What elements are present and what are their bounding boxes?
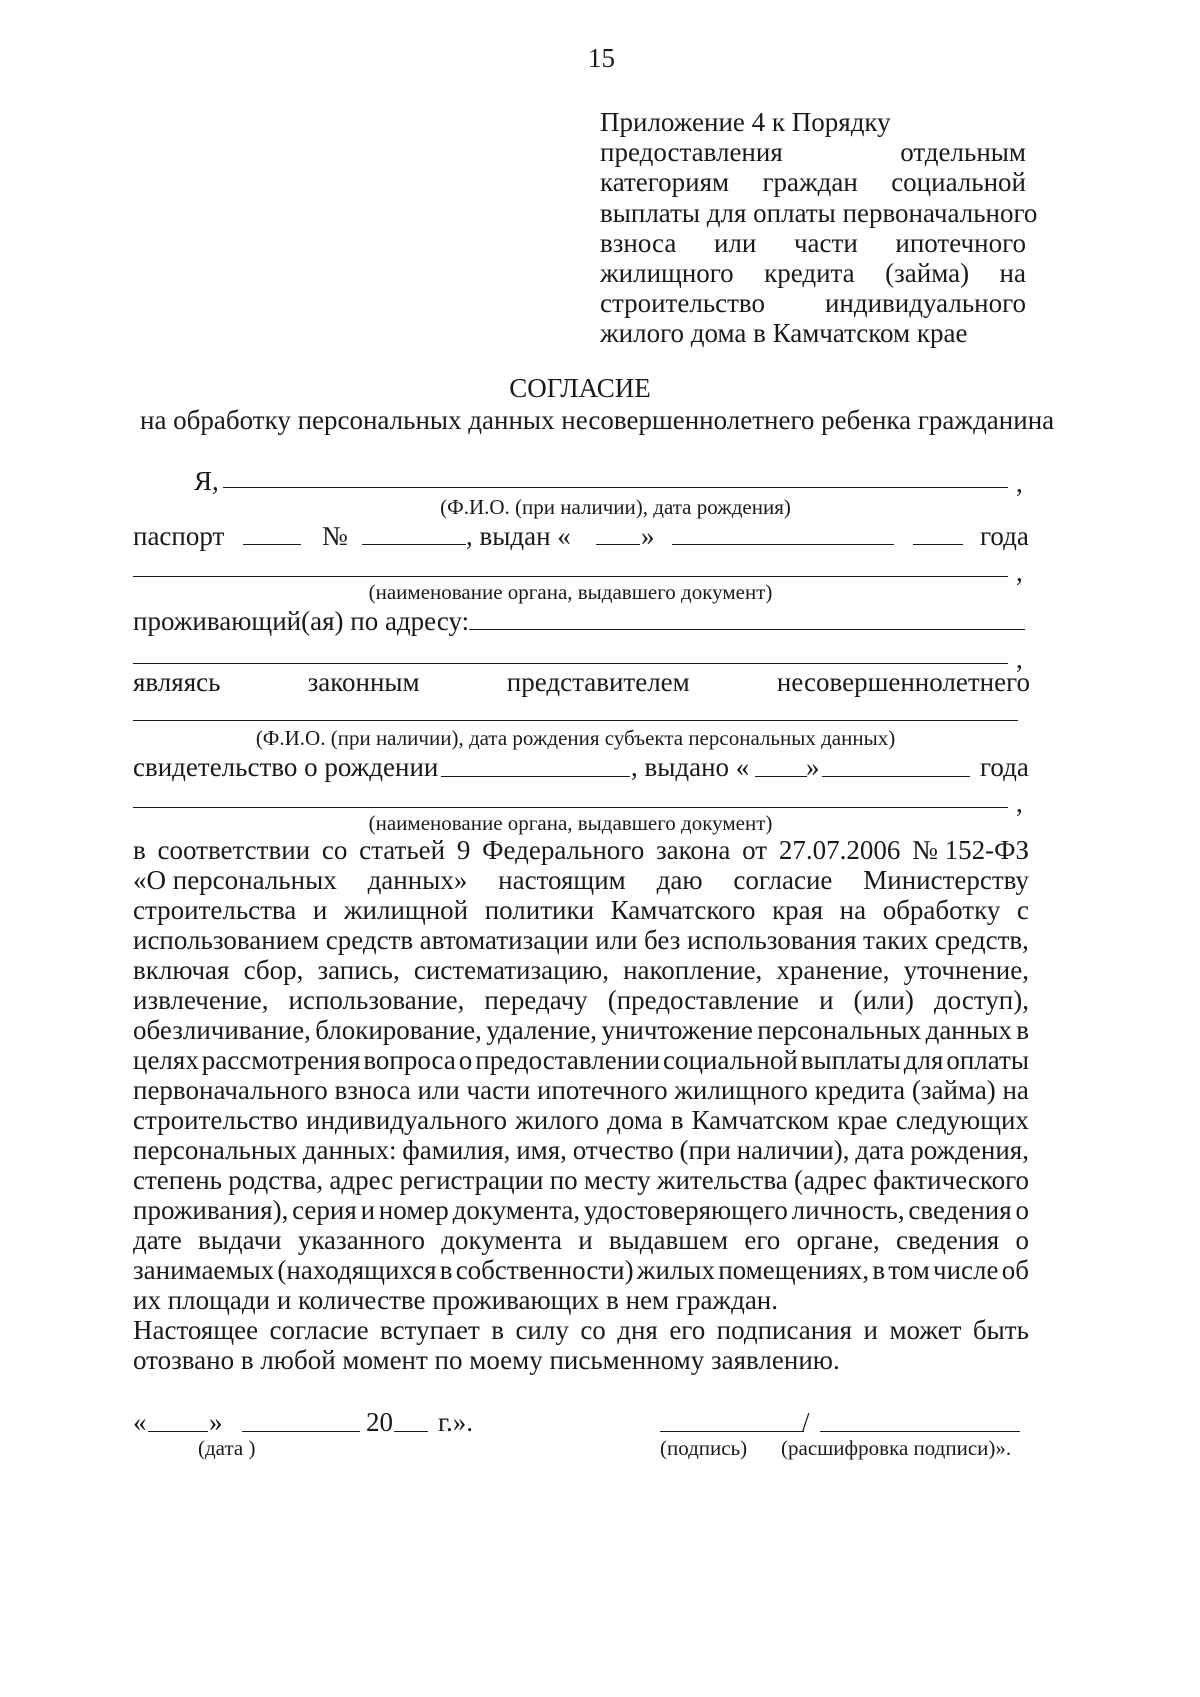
appendix-word: жилого дома в Камчатском крае xyxy=(600,318,968,349)
appendix-word: социальной xyxy=(891,167,1026,198)
body-word: родства, xyxy=(228,1165,324,1195)
body-word: без xyxy=(644,925,681,955)
body-word: рассмотрения xyxy=(201,1045,361,1075)
appendix-word: предоставления xyxy=(600,137,783,168)
ya-label: Я, xyxy=(194,466,219,496)
body-word: со xyxy=(321,835,348,865)
representative-word: представителем xyxy=(506,667,690,697)
comma: , xyxy=(1016,788,1023,818)
body-word: сведения xyxy=(895,1225,1000,1255)
body-word: документа xyxy=(441,1225,562,1255)
body-word: данных» xyxy=(367,865,468,895)
body-word: передачу xyxy=(484,985,588,1015)
body-word: выплаты xyxy=(800,1045,901,1075)
body-word: доступ), xyxy=(933,985,1029,1015)
body-word: выдавшем xyxy=(608,1225,729,1255)
body-word: в xyxy=(491,1315,504,1345)
body-word: использованием xyxy=(133,925,320,955)
body-word: указанного xyxy=(297,1225,425,1255)
body-word: таких xyxy=(863,925,929,955)
body-word: части xyxy=(466,1075,531,1105)
comma: , xyxy=(1016,557,1023,587)
appendix-word: части xyxy=(793,227,858,258)
body-word: строительства xyxy=(133,895,297,925)
body-word: и xyxy=(360,1195,376,1225)
body-word: или xyxy=(595,925,638,955)
year-label: года xyxy=(980,521,1029,551)
body-word: жилищной xyxy=(343,895,469,925)
body-word: (находящихся xyxy=(277,1255,437,1285)
date-open-quote: « xyxy=(133,1407,147,1437)
body-line xyxy=(133,924,1029,956)
representative-word: законным xyxy=(307,667,420,697)
body-word: первоначального xyxy=(133,1075,328,1105)
body-word: № 152-ФЗ xyxy=(912,835,1029,865)
quote-close: » xyxy=(806,752,820,782)
body-word: адрес xyxy=(329,1165,394,1195)
signature-decode-field[interactable] xyxy=(820,1431,1020,1432)
body-word: автоматизации xyxy=(419,925,589,955)
body-word: даю xyxy=(656,865,703,895)
appendix-line xyxy=(600,257,1026,289)
body-word: средств xyxy=(325,925,414,955)
body-word: дате xyxy=(133,1225,182,1255)
appendix-word: отдельным xyxy=(900,137,1026,168)
body-word: жительства xyxy=(656,1165,788,1195)
body-line xyxy=(133,1254,1029,1286)
body-line xyxy=(133,1074,1029,1106)
child-caption: (Ф.И.О. (при наличии), дата рождения субъекта персональных данных) xyxy=(255,726,896,750)
body-word: об xyxy=(1001,1255,1029,1285)
issued2-label: , выдано « xyxy=(631,752,750,782)
body-word: персональных xyxy=(133,1135,297,1165)
body-word: отозвано в любой момент по моему письменному заявлению. xyxy=(133,1345,840,1375)
appendix-line xyxy=(600,197,1038,229)
body-word: и xyxy=(578,1225,593,1255)
appendix-word: категориям xyxy=(600,167,730,198)
body-word: их площади и количестве проживающих в нем граждан. xyxy=(133,1285,779,1315)
appendix-word: ипотечного xyxy=(895,227,1026,258)
body-word: дата xyxy=(855,1135,905,1165)
body-word: личность, xyxy=(791,1195,905,1225)
body-word: дня xyxy=(617,1315,658,1345)
body-word: собственности) xyxy=(455,1255,634,1285)
body-word: и xyxy=(863,1315,878,1345)
body-word: политики xyxy=(484,895,595,925)
body-word: строительство xyxy=(133,1105,298,1135)
comma: , xyxy=(1016,468,1023,498)
body-word: Федерального xyxy=(482,835,645,865)
body-word: на xyxy=(1002,1075,1029,1105)
body-word: накопление, xyxy=(623,955,763,985)
body-word: извлечение, xyxy=(133,985,269,1015)
body-word: его xyxy=(744,1225,781,1255)
appendix-word: выплаты для оплаты первоначального xyxy=(600,197,1038,228)
body-word: в xyxy=(872,1255,886,1285)
address-field-2[interactable] xyxy=(133,663,1008,664)
slash: / xyxy=(802,1407,810,1437)
body-word: (или) xyxy=(853,985,914,1015)
appendix-word: жилищного xyxy=(600,258,734,288)
body-word: закона xyxy=(655,835,731,865)
appendix-word: кредита xyxy=(764,258,855,288)
body-word: для xyxy=(903,1045,944,1075)
body-word: обработку xyxy=(882,895,1001,925)
decode-caption: (расшифровка подписи)». xyxy=(781,1436,1012,1460)
body-word: с xyxy=(1016,895,1029,925)
body-word: Камчатского xyxy=(610,895,756,925)
appendix-word: на xyxy=(999,258,1026,288)
body-line xyxy=(133,1194,1029,1226)
date-year-field[interactable] xyxy=(394,1431,428,1432)
body-line xyxy=(133,1314,1029,1346)
body-word: (при xyxy=(679,1135,731,1165)
appendix-word: взноса xyxy=(600,227,677,258)
year2-label: года xyxy=(980,752,1029,782)
body-line xyxy=(133,954,1029,986)
body-word: номер xyxy=(378,1195,449,1225)
appendix-word: Приложение 4 к Порядку xyxy=(600,107,891,137)
body-word: месту xyxy=(583,1165,651,1195)
body-word: сведения xyxy=(908,1195,1012,1225)
appendix-word: (займа) xyxy=(885,258,970,288)
appendix-word: граждан xyxy=(762,167,858,198)
body-word: быть xyxy=(972,1315,1029,1345)
body-word: имя, xyxy=(516,1135,567,1165)
issue-month-field[interactable] xyxy=(672,544,894,545)
body-word: в xyxy=(439,1255,453,1285)
body-word: или xyxy=(417,1075,460,1105)
residing-label: проживающий(ая) по адресу: xyxy=(133,606,470,636)
child-fio-field[interactable] xyxy=(133,720,1018,721)
body-word: регистрации xyxy=(399,1165,544,1195)
body-word: на xyxy=(839,895,867,925)
body-word: от xyxy=(742,835,768,865)
appendix-word: индивидуального xyxy=(824,288,1026,319)
body-word: кредита xyxy=(814,1075,906,1105)
birth-cert-number-field[interactable] xyxy=(441,776,630,777)
body-word: вопроса xyxy=(363,1045,456,1075)
passport-number-field[interactable] xyxy=(362,544,466,545)
body-line xyxy=(133,1284,1029,1316)
body-word: жилого xyxy=(515,1105,600,1135)
organ-caption-2: (наименование органа, выдавшего документ) xyxy=(368,811,773,835)
body-line xyxy=(133,1164,1029,1196)
body-word: документа, xyxy=(452,1195,581,1225)
body-word: его xyxy=(669,1315,706,1345)
body-word: о xyxy=(1015,1195,1029,1225)
body-word: согласие xyxy=(269,1315,369,1345)
birth-cert-label: свидетельство о рождении xyxy=(133,752,439,782)
body-word: со xyxy=(580,1315,606,1345)
body-word: обезличивание, xyxy=(133,1015,311,1045)
body-word: систематизацию, xyxy=(413,955,609,985)
body-line xyxy=(133,984,1029,1016)
issued-label: , выдан « xyxy=(466,521,571,551)
body-word: степень xyxy=(133,1165,222,1195)
body-word: согласие xyxy=(733,865,833,895)
body-word: средств, xyxy=(934,925,1029,955)
date-caption: (дата ) xyxy=(198,1436,256,1460)
appendix-word: строительство xyxy=(600,288,765,319)
body-word: данных xyxy=(925,1015,1012,1045)
year-suffix: г.». xyxy=(438,1407,474,1437)
representative-word: несовершеннолетнего xyxy=(776,667,1030,697)
body-line xyxy=(133,864,1029,896)
body-word: 9 xyxy=(456,835,471,865)
body-word: органе, xyxy=(796,1225,880,1255)
body-line xyxy=(133,1104,1029,1136)
appendix-line xyxy=(600,106,1026,138)
representative-word: являясь xyxy=(133,667,221,697)
signature-field[interactable] xyxy=(660,1431,804,1432)
passport-series-field[interactable] xyxy=(243,544,301,545)
body-word: о xyxy=(458,1045,473,1075)
document-subtitle: на обработку персональных данных несовершеннолетнего ребенка гражданина xyxy=(140,405,1055,435)
body-word: жилищного xyxy=(674,1075,808,1105)
body-word: Камчатском xyxy=(691,1105,830,1135)
body-word: индивидуального xyxy=(306,1105,508,1135)
body-word: и xyxy=(312,895,328,925)
body-word: в xyxy=(133,835,146,865)
body-word: включая xyxy=(133,955,230,985)
appendix-line xyxy=(600,317,1026,349)
legal-representative-line xyxy=(133,666,1030,698)
body-word: том xyxy=(888,1255,930,1285)
body-word: статьей xyxy=(359,835,446,865)
document-title: СОГЛАСИЕ xyxy=(509,373,651,403)
body-word: и xyxy=(819,985,834,1015)
body-word: 27.07.2006 xyxy=(778,835,901,865)
fio-caption: (Ф.И.О. (при наличии), дата рождения) xyxy=(440,495,791,519)
body-word: удостоверяющего xyxy=(583,1195,788,1225)
body-word: персональных xyxy=(757,1015,922,1045)
body-word: серия xyxy=(292,1195,357,1225)
number-sign: № xyxy=(322,521,348,551)
body-word: проживания), xyxy=(133,1195,289,1225)
body-word: использования xyxy=(686,925,857,955)
body-line xyxy=(133,1044,1029,1076)
address-field[interactable] xyxy=(469,629,1025,630)
body-word: о xyxy=(1015,1225,1029,1255)
appendix-word: или xyxy=(713,227,757,258)
cert-issuing-organ-field[interactable] xyxy=(133,807,1008,808)
body-word: сбор, xyxy=(243,955,304,985)
appendix-line xyxy=(600,136,1026,168)
cert-issue-day-field[interactable] xyxy=(755,776,807,777)
issue-day-field[interactable] xyxy=(596,544,640,545)
date-close-quote: » xyxy=(209,1407,223,1437)
body-word: блокирование, xyxy=(315,1015,482,1045)
body-word: в xyxy=(670,1105,684,1135)
body-line xyxy=(133,1134,1029,1166)
body-word: числе xyxy=(933,1255,999,1285)
body-word: крае xyxy=(837,1105,888,1135)
body-word: данных: xyxy=(302,1135,397,1165)
body-word: может xyxy=(889,1315,962,1345)
date-twenty: 20 xyxy=(366,1407,393,1437)
date-month-field[interactable] xyxy=(242,1431,360,1432)
body-word: занимаемых xyxy=(133,1255,275,1285)
body-word: использование, xyxy=(288,985,465,1015)
passport-label: паспорт xyxy=(133,521,225,551)
body-word: уточнение, xyxy=(903,955,1029,985)
body-word: удаление, xyxy=(486,1015,598,1045)
body-word: следующих xyxy=(895,1105,1029,1135)
body-word: наличии), xyxy=(736,1135,850,1165)
sign-caption: (подпись) xyxy=(660,1436,748,1460)
body-word: по xyxy=(549,1165,578,1195)
body-line xyxy=(133,834,1029,866)
body-word: помещениях, xyxy=(718,1255,870,1285)
fio-field[interactable] xyxy=(223,487,1008,488)
body-word: рождения, xyxy=(910,1135,1029,1165)
body-word: ипотечного xyxy=(537,1075,668,1105)
body-line xyxy=(133,1224,1029,1256)
body-word: соответствии xyxy=(157,835,311,865)
body-word: настоящим xyxy=(498,865,626,895)
body-line xyxy=(133,1014,1029,1046)
body-line xyxy=(133,1344,1029,1376)
date-day-field[interactable] xyxy=(148,1431,208,1432)
page-number: 15 xyxy=(588,43,615,73)
body-word: (предоставление xyxy=(607,985,800,1015)
body-word: целях xyxy=(133,1045,199,1075)
cert-issue-month-field[interactable] xyxy=(822,776,970,777)
appendix-line xyxy=(600,166,1026,198)
body-word: запись, xyxy=(317,955,400,985)
organ-caption: (наименование органа, выдавшего документ) xyxy=(368,580,773,604)
appendix-line xyxy=(600,287,1026,319)
body-word: хранение, xyxy=(776,955,890,985)
body-word: (адрес xyxy=(794,1165,867,1195)
body-word: выдачи xyxy=(198,1225,282,1255)
body-word: фамилия, xyxy=(402,1135,511,1165)
body-word: «О персональных xyxy=(133,865,337,895)
body-word: взноса xyxy=(334,1075,411,1105)
body-word: подписания xyxy=(716,1315,853,1345)
appendix-line xyxy=(600,227,1026,259)
body-word: Настоящее xyxy=(133,1315,259,1345)
body-word: уничтожение xyxy=(601,1015,753,1045)
body-word: жилых xyxy=(636,1255,716,1285)
body-line xyxy=(133,894,1029,926)
body-word: вступает xyxy=(380,1315,480,1345)
body-word: оплаты xyxy=(946,1045,1029,1075)
body-word: края xyxy=(772,895,824,925)
comma: , xyxy=(1016,644,1023,674)
body-word: в xyxy=(1016,1015,1029,1045)
body-word: силу xyxy=(515,1315,569,1345)
body-word: дома xyxy=(607,1105,663,1135)
body-word: фактического xyxy=(873,1165,1029,1195)
body-word: социальной xyxy=(662,1045,798,1075)
issuing-organ-field[interactable] xyxy=(133,576,1008,577)
issue-year-field[interactable] xyxy=(913,544,963,545)
body-word: (займа) xyxy=(911,1075,996,1105)
body-word: отчество xyxy=(572,1135,674,1165)
body-word: Министерству xyxy=(863,865,1029,895)
body-word: предоставлении xyxy=(475,1045,661,1075)
quote-close: » xyxy=(641,521,655,551)
